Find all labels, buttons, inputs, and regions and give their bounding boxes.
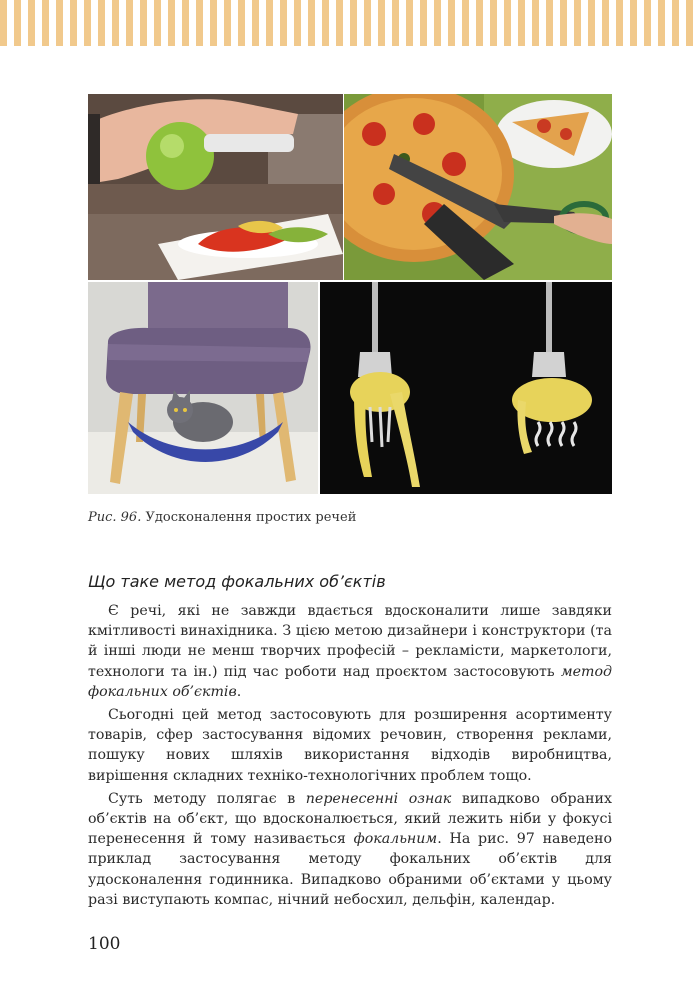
paragraph-3-text-a: Суть методу полягає в (108, 790, 306, 807)
figure-caption (88, 510, 356, 525)
section-heading: Що таке метод фокальних об’єктів (88, 572, 386, 591)
paragraph-1 (88, 601, 612, 702)
paragraph-3-text-b: випадково обраних об’єктів на об’єкт, що вдосконалюється, який лежить ніби у фокусі перенесення й тому називається (88, 790, 612, 848)
pizza-scissors-photo (344, 94, 612, 280)
term-transfer-features: перенесенні ознак (305, 790, 452, 807)
term-focal: фокальним (353, 831, 438, 848)
spaghetti-forks-photo (320, 282, 612, 494)
page-number: 100 (88, 934, 121, 954)
figure-caption-text: Удосконалення простих речей (145, 510, 357, 525)
lime-spray-photo (88, 94, 343, 280)
chair-hammock-cat-photo (88, 282, 318, 494)
paragraph-3-text-c: . На рис. 97 наведено приклад застосування методу фокальних об’єктів для удосконалення годинника. Випадково обраними об’єктами у цьому разі виступають компас, нічний небосхил, дельфін, календар. (88, 831, 613, 908)
paragraph-1-end: . (236, 683, 242, 700)
decorative-top-stripes (0, 0, 700, 46)
paragraph-3 (88, 789, 612, 910)
paragraph-2: Сьогодні цей метод застосовують для розширення асортименту товарів, сфер застосування відомих речовин, створення реклами, пошуку нових шляхів використання відходів виробництва, вирішення складних техніко-технологічних проблем тощо. (88, 707, 612, 784)
paragraph-1-text: Є речі, які не завжди вдається вдосконалити лише завдяки кмітливості винахідника. З цією метою дизайнери і конструктори (та й інші люди не менш творчих професій – рекламісти, маркетологи, технологи та ін.) під час роботи над проєктом застосовують (88, 603, 612, 680)
figure-number: Рис. 96. (88, 510, 142, 525)
term-focal-objects-method: метод фокальних об’єктів (88, 663, 612, 700)
body-text (88, 601, 612, 910)
